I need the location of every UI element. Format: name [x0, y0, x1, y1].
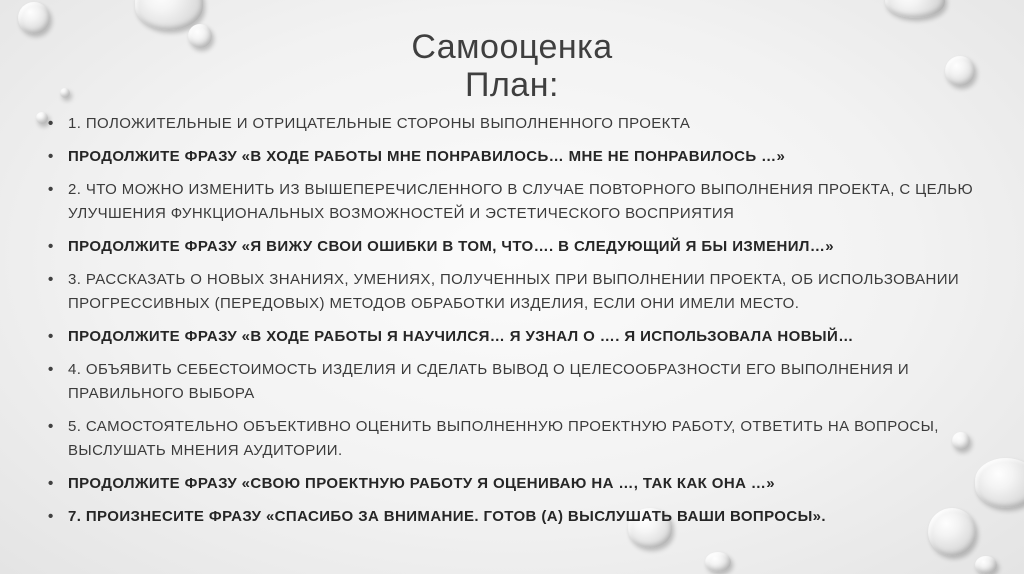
list-item [48, 178, 978, 226]
water-drop-decoration [36, 112, 48, 124]
bullet-icon: • [48, 418, 54, 435]
list-item-text: 5. САМОСТОЯТЕЛЬНО ОБЪЕКТИВНО ОЦЕНИТЬ ВЫПОЛНЕННУЮ ПРОЕКТНУЮ РАБОТУ, ОТВЕТИТЬ НА ВОПРОСЫ, ВЫСЛУШАТЬ МНЕНИЯ АУДИТОРИИ. [68, 418, 939, 459]
bullet-icon: • [48, 271, 54, 288]
list-item [48, 325, 978, 349]
slide-title-line-1: Самооценка [411, 28, 613, 66]
list-item-text: ПРОДОЛЖИТЕ ФРАЗУ «СВОЮ ПРОЕКТНУЮ РАБОТУ Я ОЦЕНИВАЮ НА …, ТАК КАК ОНА …» [68, 475, 776, 492]
water-drop-decoration [705, 552, 731, 572]
bullet-list [48, 112, 978, 538]
list-item-text: 2. ЧТО МОЖНО ИЗМЕНИТЬ ИЗ ВЫШЕПЕРЕЧИСЛЕННОГО В СЛУЧАЕ ПОВТОРНОГО ВЫПОЛНЕНИЯ ПРОЕКТА, С ЦЕЛЬЮ УЛУЧШЕНИЯ ФУНКЦИОНАЛЬНЫХ ВОЗМОЖНОСТЕЙ И ЭСТЕТИЧЕСКОГО ВОСПРИЯТИЯ [68, 181, 974, 222]
slide-title [0, 28, 1024, 104]
list-item [48, 112, 978, 136]
bullet-icon: • [48, 115, 54, 132]
list-item-text: 3. РАССКАЗАТЬ О НОВЫХ ЗНАНИЯХ, УМЕНИЯХ, ПОЛУЧЕННЫХ ПРИ ВЫПОЛНЕНИИ ПРОЕКТА, ОБ ИСПОЛЬЗОВАНИИ ПРОГРЕССИВНЫХ (ПЕРЕДОВЫХ) МЕТОДОВ ОБРАБОТКИ ИЗДЕЛИЯ, ЕСЛИ ОНИ ИМЕЛИ МЕСТО. [68, 271, 960, 312]
bullet-icon: • [48, 508, 54, 525]
list-item [48, 235, 978, 259]
bullet-icon: • [48, 181, 54, 198]
bullet-icon: • [48, 361, 54, 378]
list-item [48, 268, 978, 316]
list-item [48, 415, 978, 463]
list-item-text: ПРОДОЛЖИТЕ ФРАЗУ «В ХОДЕ РАБОТЫ Я НАУЧИЛСЯ… Я УЗНАЛ О …. Я ИСПОЛЬЗОВАЛА НОВЫЙ… [68, 328, 854, 345]
water-drop-decoration [975, 556, 997, 574]
bullet-icon: • [48, 475, 54, 492]
list-item [48, 505, 978, 529]
list-item-text: ПРОДОЛЖИТЕ ФРАЗУ «В ХОДЕ РАБОТЫ МНЕ ПОНРАВИЛОСЬ… МНЕ НЕ ПОНРАВИЛОСЬ …» [68, 148, 786, 165]
list-item-text: 1. ПОЛОЖИТЕЛЬНЫЕ И ОТРИЦАТЕЛЬНЫЕ СТОРОНЫ ВЫПОЛНЕННОГО ПРОЕКТА [68, 115, 691, 132]
list-item [48, 358, 978, 406]
water-drop-decoration [885, 0, 945, 18]
water-drop-decoration [975, 458, 1024, 508]
list-item [48, 145, 978, 169]
list-item-text: 4. ОБЪЯВИТЬ СЕБЕСТОИМОСТЬ ИЗДЕЛИЯ И СДЕЛАТЬ ВЫВОД О ЦЕЛЕСООБРАЗНОСТИ ЕГО ВЫПОЛНЕНИЯ И ПРАВИЛЬНОГО ВЫБОРА [68, 361, 910, 402]
bullet-icon: • [48, 328, 54, 345]
list-item [48, 472, 978, 496]
list-item-text: 7. ПРОИЗНЕСИТЕ ФРАЗУ «СПАСИБО ЗА ВНИМАНИЕ. ГОТОВ (А) ВЫСЛУШАТЬ ВАШИ ВОПРОСЫ». [68, 508, 826, 525]
bullet-icon: • [48, 148, 54, 165]
bullet-icon: • [48, 238, 54, 255]
list-item-text: ПРОДОЛЖИТЕ ФРАЗУ «Я ВИЖУ СВОИ ОШИБКИ В ТОМ, ЧТО…. В СЛЕДУЮЩИЙ Я БЫ ИЗМЕНИЛ…» [68, 238, 834, 255]
slide-title-line-2: План: [465, 66, 559, 104]
